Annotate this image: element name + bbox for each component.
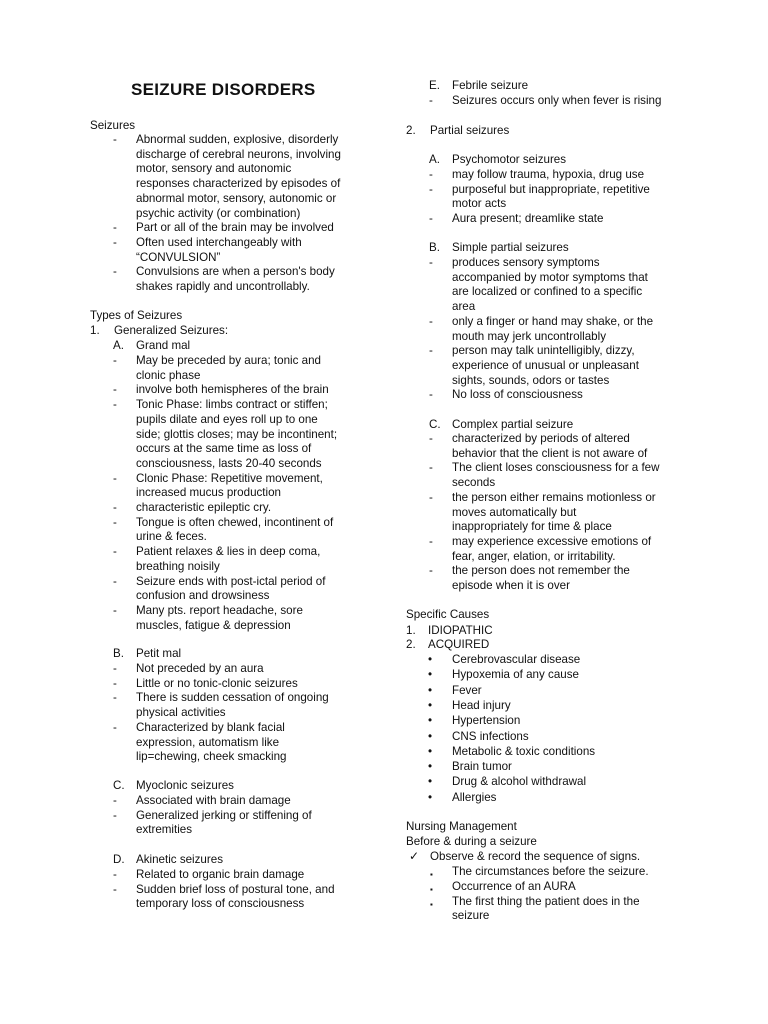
- bullet-icon: •: [428, 790, 433, 804]
- list-line: area: [452, 300, 476, 314]
- dash-marker: -: [429, 182, 433, 196]
- cause-item: Drug & alcohol withdrawal: [452, 775, 587, 789]
- acquired-label: ACQUIRED: [428, 638, 490, 651]
- cause-item: Hypoxemia of any cause: [452, 668, 579, 682]
- list-line: Clonic Phase: Repetitive movement,: [136, 471, 323, 485]
- dash-marker: -: [113, 691, 117, 705]
- dash-marker: -: [113, 868, 117, 881]
- petit-mal-letter: B.: [113, 647, 124, 660]
- dash-marker: -: [429, 564, 433, 578]
- list-line: may follow trauma, hypoxia, drug use: [452, 168, 645, 181]
- list-line: are localized or confined to a specific: [452, 285, 643, 299]
- idiopathic-label: IDIOPATHIC: [428, 624, 493, 637]
- dash-marker: -: [113, 398, 117, 412]
- dash-marker: -: [429, 314, 433, 328]
- grand-mal-letter: A.: [113, 339, 124, 352]
- febrile-line: Seizures occurs only when fever is rising: [452, 94, 662, 107]
- list-line: Tongue is often chewed, incontinent of: [136, 515, 334, 529]
- list-line: experience of unusual or unpleasant: [452, 358, 639, 372]
- grand-mal-heading: Grand mal: [136, 339, 191, 352]
- partial-number: 2.: [406, 124, 416, 137]
- list-line: mouth may jerk uncontrollably: [452, 329, 607, 343]
- observe-item: The first thing the patient does in the: [452, 894, 640, 908]
- dash-marker: -: [113, 133, 117, 146]
- cause-item: Head injury: [452, 698, 511, 712]
- list-line: motor, sensory and autonomic: [136, 162, 292, 176]
- list-line: discharge of cerebral neurons, involving: [136, 147, 341, 161]
- list-line: characterized by periods of altered: [452, 432, 630, 445]
- dash-marker: -: [429, 168, 433, 181]
- list-line: expression, automatism like: [136, 735, 280, 749]
- bullet-icon: •: [428, 775, 433, 789]
- dash-marker: -: [429, 534, 433, 548]
- list-line: “CONVULSION”: [136, 250, 221, 264]
- square-bullet-icon: ▪: [430, 884, 433, 894]
- febrile-letter: E.: [429, 79, 440, 92]
- list-line: Part or all of the brain may be involved: [136, 221, 334, 235]
- dash-marker: -: [113, 265, 117, 279]
- list-line: Not preceded by an aura: [136, 662, 264, 675]
- cause-item: Brain tumor: [452, 760, 512, 774]
- bullet-icon: •: [428, 683, 433, 697]
- dash-marker: -: [429, 388, 433, 402]
- list-line: extremities: [136, 823, 193, 837]
- list-line: Generalized jerking or stiffening of: [136, 808, 312, 822]
- list-line: Seizure ends with post-ictal period of: [136, 574, 326, 588]
- list-line: person may talk unintelligibly, dizzy,: [452, 344, 635, 358]
- list-line: No loss of consciousness: [452, 388, 583, 402]
- list-line: produces sensory symptoms: [452, 256, 600, 269]
- list-line: The client loses consciousness for a few: [452, 461, 660, 475]
- list-line: Aura present; dreamlike state: [452, 212, 604, 226]
- list-line: May be preceded by aura; tonic and: [136, 354, 321, 367]
- list-line: temporary loss of consciousness: [136, 897, 305, 911]
- dash-marker: -: [113, 662, 117, 675]
- list-line: fear, anger, elation, or irritability.: [452, 549, 616, 563]
- dash-marker: -: [429, 344, 433, 358]
- bullet-icon: •: [428, 668, 433, 682]
- list-line: occurs at the same time as loss of: [136, 442, 312, 456]
- dash-marker: -: [113, 354, 117, 367]
- psychomotor-letter: A.: [429, 153, 440, 166]
- generalized-heading: Generalized Seizures:: [114, 324, 229, 337]
- list-line: behavior that the client is not aware of: [452, 446, 648, 460]
- observe-line: Observe & record the sequence of signs.: [430, 850, 641, 863]
- generalized-number: 1.: [90, 324, 100, 337]
- observe-item: The circumstances before the seizure.: [452, 865, 649, 878]
- dash-marker: -: [113, 882, 117, 896]
- list-line: Many pts. report headache, sore: [136, 603, 303, 617]
- list-line: inappropriately for time & place: [452, 520, 612, 534]
- list-line: characteristic epileptic cry.: [136, 501, 272, 514]
- list-line: involve both hemispheres of the brain: [136, 383, 329, 397]
- square-bullet-icon: ▪: [430, 899, 433, 909]
- list-line: Sudden brief loss of postural tone, and: [136, 882, 335, 896]
- list-line: muscles, fatigue & depression: [136, 618, 291, 632]
- list-line: side; glottis closes; may be incontinent;: [136, 427, 338, 441]
- page-title: SEIZURE DISORDERS: [131, 80, 316, 99]
- bullet-icon: •: [428, 698, 433, 712]
- simple-partial-letter: B.: [429, 241, 440, 254]
- petit-mal-heading: Petit mal: [136, 647, 182, 660]
- dash-marker: -: [429, 461, 433, 475]
- dash-marker: -: [113, 221, 117, 235]
- acquired-number: 2.: [406, 638, 416, 651]
- dash-marker: -: [113, 794, 117, 807]
- list-line: pupils dilate and eyes roll up to one: [136, 412, 318, 426]
- list-line: lip=chewing, cheek smacking: [136, 750, 287, 764]
- myoclonic-heading: Myoclonic seizures: [136, 779, 234, 792]
- dash-marker: -: [113, 808, 117, 822]
- dash-marker: -: [113, 676, 117, 690]
- complex-partial-letter: C.: [429, 418, 441, 431]
- list-line: Characterized by blank facial: [136, 720, 285, 734]
- list-line: responses characterized by episodes of: [136, 177, 341, 191]
- observe-item: Occurrence of an AURA: [452, 879, 576, 893]
- list-line: motor acts: [452, 197, 507, 211]
- akinetic-heading: Akinetic seizures: [136, 853, 223, 866]
- cause-item: CNS infections: [452, 729, 529, 743]
- cause-item: Cerebrovascular disease: [452, 653, 581, 666]
- psychomotor-heading: Psychomotor seizures: [452, 153, 567, 166]
- dash-marker: -: [113, 603, 117, 617]
- bullet-icon: •: [428, 729, 433, 743]
- list-line: Related to organic brain damage: [136, 868, 305, 881]
- list-line: only a finger or hand may shake, or the: [452, 314, 654, 328]
- cause-item: Metabolic & toxic conditions: [452, 744, 596, 758]
- idiopathic-number: 1.: [406, 624, 416, 637]
- list-line: accompanied by motor symptoms that: [452, 270, 648, 284]
- list-line: consciousness, lasts 20-40 seconds: [136, 456, 322, 470]
- dash-marker: -: [113, 574, 117, 588]
- list-line: breathing noisily: [136, 559, 220, 573]
- list-line: moves automatically but: [452, 505, 577, 519]
- list-line: Abnormal sudden, explosive, disorderly: [136, 133, 339, 146]
- types-heading: Types of Seizures: [90, 309, 183, 322]
- list-line: confusion and drowsiness: [136, 589, 270, 603]
- list-line: Tonic Phase: limbs contract or stiffen;: [136, 398, 328, 412]
- list-line: Little or no tonic-clonic seizures: [136, 676, 298, 690]
- partial-heading: Partial seizures: [430, 124, 510, 137]
- list-line: episode when it is over: [452, 579, 570, 592]
- bullet-icon: •: [428, 760, 433, 774]
- dash-marker: -: [113, 235, 117, 249]
- observe-item: seizure: [452, 909, 490, 923]
- list-line: There is sudden cessation of ongoing: [136, 691, 329, 705]
- complex-partial-heading: Complex partial seizure: [452, 418, 574, 431]
- dash-marker: -: [113, 515, 117, 529]
- cause-item: Fever: [452, 683, 482, 697]
- dash-marker: -: [113, 720, 117, 734]
- list-line: shakes rapidly and uncontrollably.: [136, 280, 310, 293]
- list-line: abnormal motor, sensory, autonomic or: [136, 191, 337, 205]
- list-line: the person either remains motionless or: [452, 490, 656, 504]
- list-line: clonic phase: [136, 368, 201, 382]
- simple-partial-heading: Simple partial seizures: [452, 241, 569, 254]
- cause-item: Hypertension: [452, 714, 521, 728]
- list-line: Convulsions are when a person's body: [136, 265, 335, 279]
- dash-marker: -: [429, 432, 433, 445]
- dash-marker: -: [113, 501, 117, 514]
- dash-marker: -: [429, 94, 433, 107]
- bullet-icon: •: [428, 744, 433, 758]
- list-line: may experience excessive emotions of: [452, 534, 652, 548]
- nursing-heading: Nursing Management: [406, 820, 517, 833]
- dash-marker: -: [113, 545, 117, 559]
- list-line: Associated with brain damage: [136, 794, 291, 807]
- list-line: urine & feces.: [136, 530, 207, 544]
- dash-marker: -: [429, 256, 433, 269]
- check-icon: ✓: [409, 849, 420, 863]
- dash-marker: -: [113, 383, 117, 397]
- square-bullet-icon: ▪: [430, 870, 433, 879]
- akinetic-letter: D.: [113, 853, 125, 866]
- bullet-icon: •: [428, 714, 433, 728]
- list-line: purposeful but inappropriate, repetitive: [452, 182, 650, 196]
- dash-marker: -: [113, 471, 117, 485]
- seizures-heading: Seizures: [90, 119, 136, 132]
- list-line: physical activities: [136, 706, 226, 720]
- list-line: the person does not remember the: [452, 564, 630, 578]
- febrile-heading: Febrile seizure: [452, 79, 529, 92]
- list-line: Often used interchangeably with: [136, 235, 302, 249]
- bullet-icon: •: [428, 653, 433, 666]
- causes-heading: Specific Causes: [406, 608, 490, 621]
- dash-marker: -: [429, 490, 433, 504]
- before-during-heading: Before & during a seizure: [406, 835, 537, 848]
- myoclonic-letter: C.: [113, 779, 125, 792]
- list-line: seconds: [452, 476, 496, 490]
- list-line: Patient relaxes & lies in deep coma,: [136, 545, 321, 559]
- dash-marker: -: [429, 212, 433, 226]
- cause-item: Allergies: [452, 790, 497, 804]
- list-line: increased mucus production: [136, 486, 282, 500]
- list-line: psychic activity (or combination): [136, 206, 301, 220]
- list-line: sights, sounds, odors or tastes: [452, 373, 610, 387]
